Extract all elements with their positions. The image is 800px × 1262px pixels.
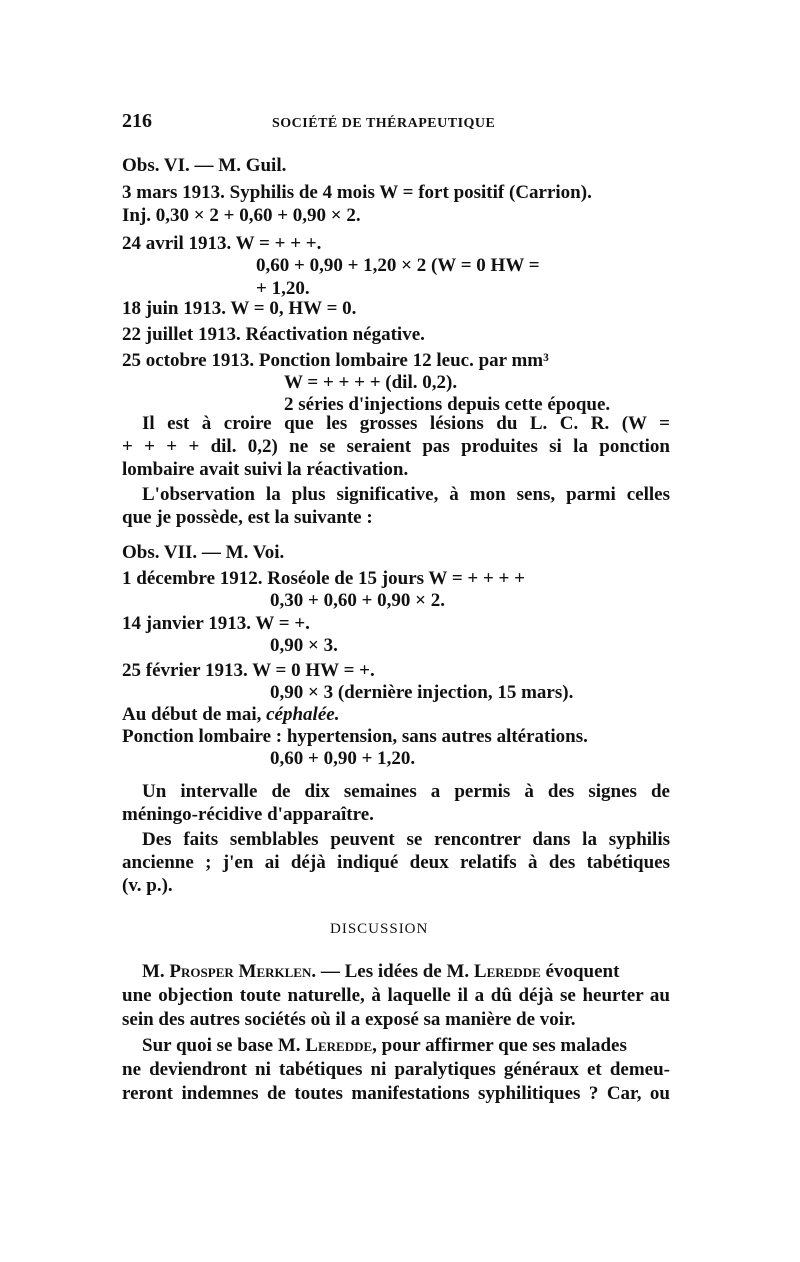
discussion-line xyxy=(142,961,670,983)
running-title: SOCIÉTÉ DE THÉRAPEUTIQUE xyxy=(272,116,496,131)
body-line: Un intervalle de dix semaines a permis à des signes de xyxy=(142,781,670,802)
discussion-text: , pour affirmer que ses malades xyxy=(372,1035,627,1056)
obs7-text: Au début de mai, xyxy=(122,704,267,725)
speaker-name: M. Prosper Merklen. xyxy=(142,961,317,982)
body-line: + + + + dil. 0,2) ne se seraient pas produites si la ponction xyxy=(122,436,670,457)
obs6-line: W = + + + + (dil. 0,2). xyxy=(284,372,458,393)
body-line: que je possède, est la suivante : xyxy=(122,507,373,528)
obs7-line: 14 janvier 1913. W = +. xyxy=(122,613,310,634)
obs6-title: Obs. VI. — M. Guil. xyxy=(122,155,287,176)
obs6-line: 24 avril 1913. W = + + +. xyxy=(122,233,322,254)
discussion-line: sein des autres sociétés où il a exposé sa manière de voir. xyxy=(122,1009,576,1030)
body-line: Des faits semblables peuvent se rencontrer dans la syphilis xyxy=(142,829,670,850)
obs6-line: + 1,20. xyxy=(256,278,310,299)
page-number: 216 xyxy=(122,110,152,132)
obs7-line xyxy=(122,704,339,726)
discussion-line: ne deviendront ni tabétiques ni paralytiques généraux et demeu- xyxy=(122,1059,670,1080)
obs7-line: 1 décembre 1912. Roséole de 15 jours W = + + + + xyxy=(122,568,525,589)
discussion-line: reront indemnes de toutes manifestations syphilitiques ? Car, ou xyxy=(122,1083,670,1104)
obs6-line: 22 juillet 1913. Réactivation négative. xyxy=(122,324,425,345)
obs6-line: Inj. 0,30 × 2 + 0,60 + 0,90 × 2. xyxy=(122,205,361,226)
person-name: Leredde xyxy=(305,1035,373,1056)
obs6-line: 0,60 + 0,90 + 1,20 × 2 (W = 0 HW = xyxy=(256,255,540,276)
obs7-line: 0,60 + 0,90 + 1,20. xyxy=(270,748,416,769)
discussion-line xyxy=(142,1035,627,1057)
body-line: Il est à croire que les grosses lésions du L. C. R. (W = xyxy=(142,413,670,434)
obs7-line: Ponction lombaire : hypertension, sans autres altérations. xyxy=(122,726,588,747)
obs6-line: 25 octobre 1913. Ponction lombaire 12 leuc. par mm³ xyxy=(122,350,549,371)
body-line: ancienne ; j'en ai déjà indiqué deux relatifs à des tabétiques xyxy=(122,852,670,873)
obs6-line: 3 mars 1913. Syphilis de 4 mois W = fort positif (Carrion). xyxy=(122,182,592,203)
discussion-text: Sur quoi se base M. xyxy=(142,1035,306,1056)
obs7-line: 25 février 1913. W = 0 HW = +. xyxy=(122,660,375,681)
body-line: méningo-récidive d'apparaître. xyxy=(122,804,374,825)
discussion-text: — Les idées de M. xyxy=(316,961,474,982)
obs7-line: 0,90 × 3 (dernière injection, 15 mars). xyxy=(270,682,574,703)
obs7-line: 0,90 × 3. xyxy=(270,635,338,656)
discussion-text: évoquent xyxy=(540,961,620,982)
section-heading: DISCUSSION xyxy=(330,921,429,937)
person-name: Leredde xyxy=(473,961,541,982)
obs6-line: 2 séries d'injections depuis cette époque. xyxy=(284,394,611,415)
body-line: (v. p.). xyxy=(122,875,173,896)
obs7-italic: céphalée. xyxy=(266,704,340,725)
obs7-line: 0,30 + 0,60 + 0,90 × 2. xyxy=(270,590,445,611)
obs7-title: Obs. VII. — M. Voi. xyxy=(122,542,285,563)
discussion-line: une objection toute naturelle, à laquelle il a dû déjà se heurter au xyxy=(122,985,670,1006)
body-line: lombaire avait suivi la réactivation. xyxy=(122,459,409,480)
obs6-line: 18 juin 1913. W = 0, HW = 0. xyxy=(122,298,357,319)
body-line: L'observation la plus significative, à mon sens, parmi celles xyxy=(142,484,670,505)
